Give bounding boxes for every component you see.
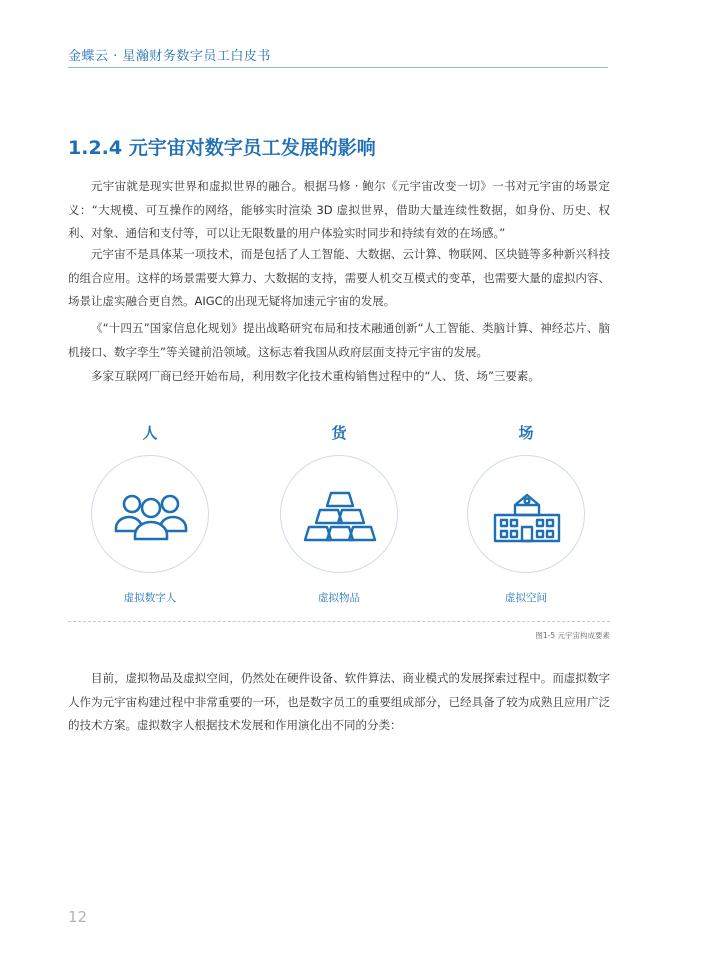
- header-divider: [68, 67, 608, 68]
- figure-circle-people: [91, 455, 209, 573]
- figure-label-virtual-human: 虚拟数字人: [123, 592, 177, 604]
- figure-divider: [68, 621, 610, 622]
- page-number: 12: [68, 908, 88, 926]
- people-group-icon: [111, 475, 191, 555]
- paragraph-3: 《“十四五”国家信息化规划》提出战略研究布局和技术融通创新“人工智能、类脑计算、神经芯片、脑机接口、数字孪生”等关键前沿领域。这标志着我国从政府层面支持元宇宙的发展。: [68, 321, 610, 359]
- figure-circle-goods: [280, 455, 398, 573]
- figure-category-goods: 货: [331, 424, 347, 442]
- figure-category-people: 人: [142, 424, 158, 442]
- figure-category-place: 场: [518, 424, 534, 442]
- header-title: 金蝶云 · 星瀚财务数字员工白皮书: [68, 49, 271, 64]
- paragraph-4: 多家互联网厂商已经开始布局，利用数字化技术重构销售过程中的“人、货、场”三要素。: [91, 369, 540, 383]
- gold-bars-icon: [300, 475, 380, 555]
- figure-label-virtual-space: 虚拟空间: [505, 592, 547, 604]
- paragraph-2: 元宇宙不是具体某一项技术，而是包括了人工智能、大数据、云计算、物联网、区块链等多种新兴科技的组合应用。这样的场景需要大算力、大数据的支持，需要人机交互模式的变革，也需要大量的虚拟内容、场景让虚实融合更自然。AIGC的出现无疑将加速元宇宙的发展。: [68, 247, 610, 308]
- paragraph-5: 目前，虚拟物品及虚拟空间，仍然处在硬件设备、软件算法、商业模式的发展探索过程中。而虚拟数字人作为元宇宙构建过程中非常重要的一环，也是数字员工的重要组成部分，已经具备了较为成熟且应用广泛的技术方案。虚拟数字人根据技术发展和作用演化出不同的分类：: [68, 671, 610, 732]
- figure-caption: 图1-5 元宇宙构成要素: [535, 631, 610, 640]
- figure-circle-place: [467, 455, 585, 573]
- paragraph-1: 元宇宙就是现实世界和虚拟世界的融合。根据马修 · 鲍尔《元宇宙改变一切》一书对元宇宙的场景定义：“大规模、可互操作的网络，能够实时渲染 3D 虚拟世界，借助大量连续性数据，如身份、历史、权利、对象、通信和支付等，可以让无限数量的用户体验实时同步和持续有效的在场感。”: [68, 179, 610, 240]
- section-title: 1.2.4 元宇宙对数字员工发展的影响: [68, 137, 376, 159]
- figure-label-virtual-goods: 虚拟物品: [318, 592, 360, 604]
- building-icon: [487, 475, 567, 555]
